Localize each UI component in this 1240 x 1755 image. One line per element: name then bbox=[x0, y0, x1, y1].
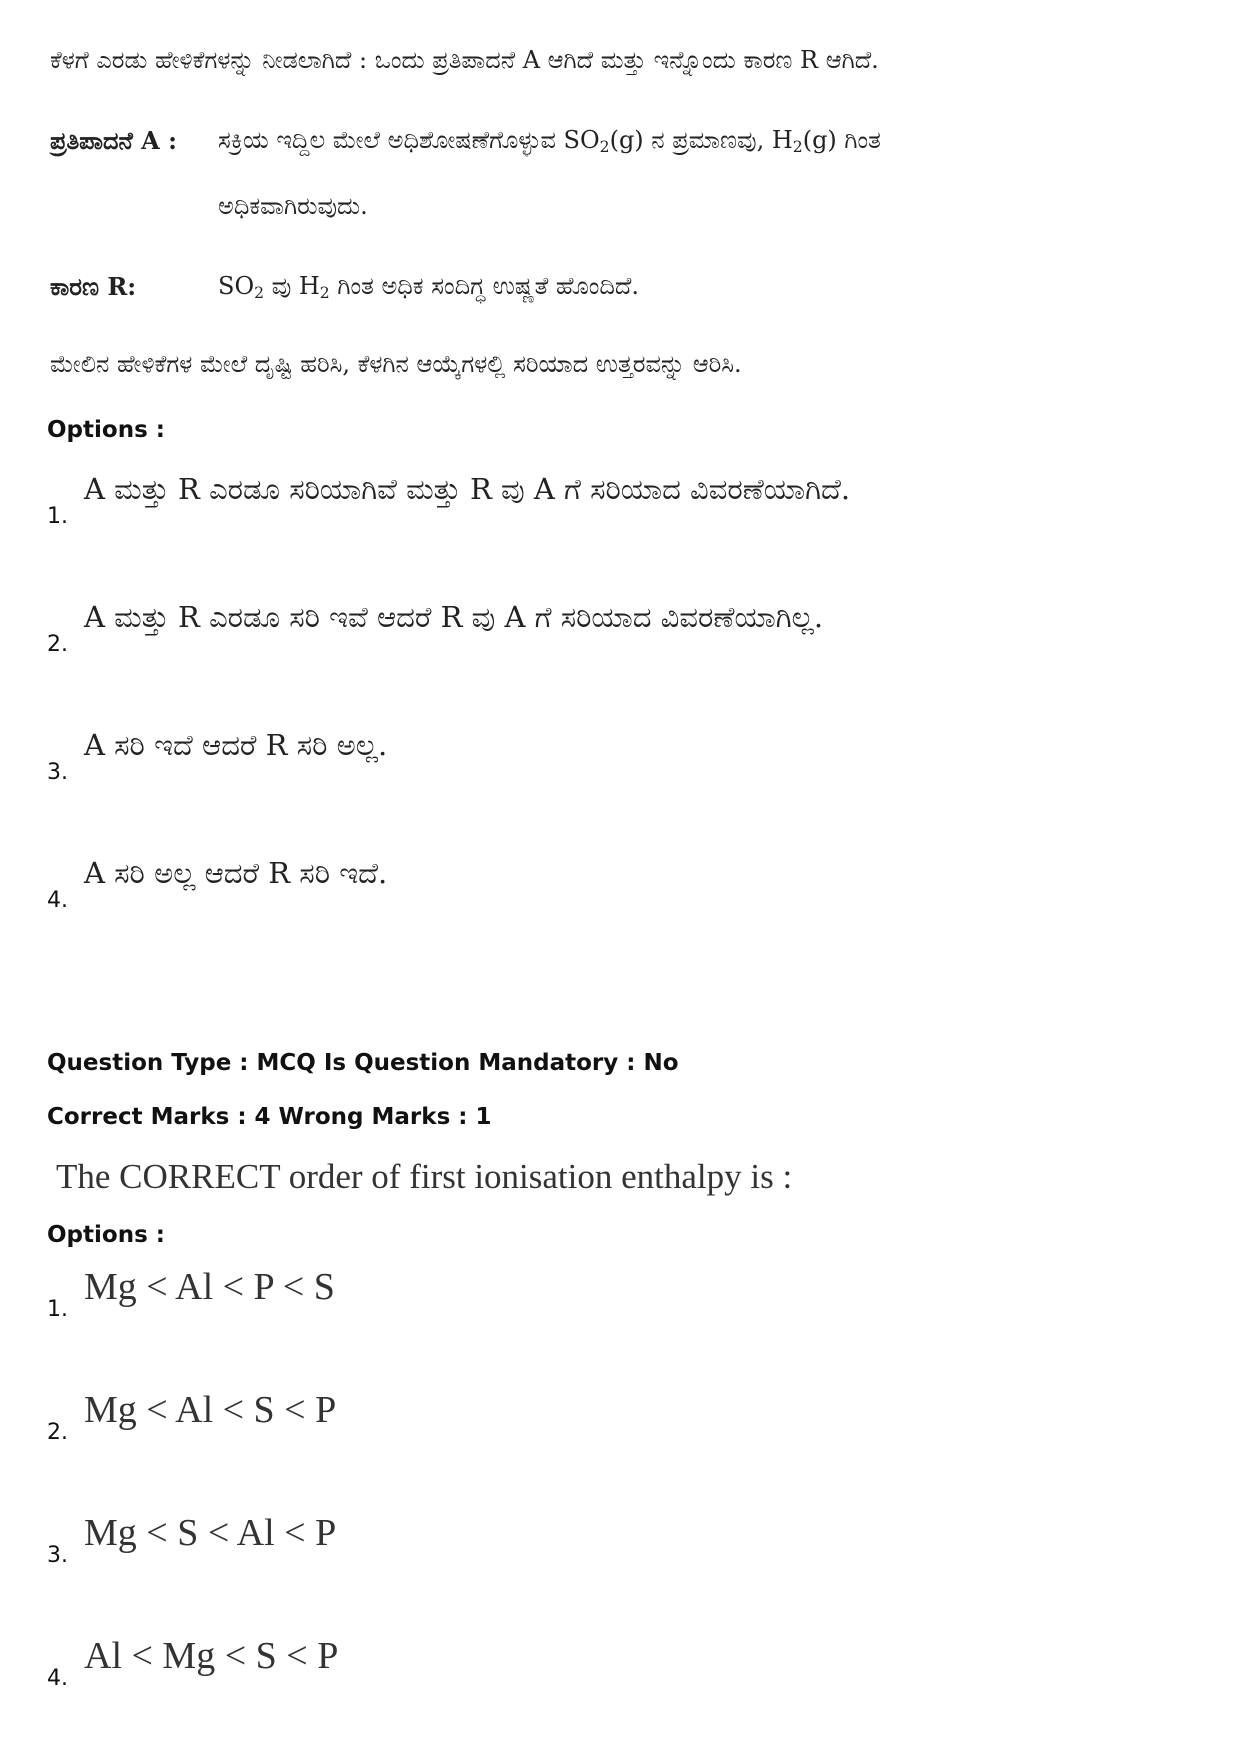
q2-question-text: The CORRECT order of first ionisation enthalpy is : bbox=[56, 1157, 793, 1196]
assertion-line-2: ಅಧಿಕವಾಗಿರುವುದು. bbox=[218, 192, 368, 220]
option-number: 3. bbox=[47, 760, 68, 785]
option-text: A ಮತ್ತು R ಎರಡೂ ಸರಿ ಇವೆ ಆದರೆ R ವು A ಗೆ ಸರಿಯಾದ ವಿವರಣೆಯಾಗಿಲ್ಲ. bbox=[84, 600, 824, 634]
q1-instruction: ಮೇಲಿನ ಹೇಳಿಕೆಗಳ ಮೇಲೆ ದೃಷ್ಟಿ ಹರಿಸಿ, ಕೆಳಗಿನ ಆಯ್ಕೆಗಳಲ್ಲಿ ಸರಿಯಾದ ಉತ್ತರವನ್ನು ಆರಿಸಿ. bbox=[50, 350, 742, 378]
question-type-line: Question Type : MCQ Is Question Mandatory : No bbox=[47, 1050, 679, 1076]
assertion-label: ಪ್ರತಿಪಾದನೆ A : bbox=[50, 126, 178, 155]
option-number: 3. bbox=[47, 1543, 68, 1568]
q1-options-label: Options : bbox=[47, 417, 165, 443]
option-number: 1. bbox=[47, 504, 68, 529]
option-number: 1. bbox=[47, 1297, 68, 1322]
option-text: A ಮತ್ತು R ಎರಡೂ ಸರಿಯಾಗಿವೆ ಮತ್ತು R ವು A ಗೆ ಸರಿಯಾದ ವಿವರಣೆಯಾಗಿದೆ. bbox=[84, 472, 851, 506]
option-number: 2. bbox=[47, 1420, 68, 1445]
option-text: A ಸರಿ ಇದೆ ಆದರೆ R ಸರಿ ಅಲ್ಲ. bbox=[84, 728, 388, 762]
option-text: Al < Mg < S < P bbox=[84, 1635, 339, 1677]
option-text: Mg < Al < P < S bbox=[84, 1266, 335, 1308]
marks-line: Correct Marks : 4 Wrong Marks : 1 bbox=[47, 1104, 492, 1130]
option-number: 2. bbox=[47, 632, 68, 657]
option-number: 4. bbox=[47, 888, 68, 913]
option-text: A ಸರಿ ಅಲ್ಲ ಆದರೆ R ಸರಿ ಇದೆ. bbox=[84, 856, 388, 890]
q2-options-label: Options : bbox=[47, 1222, 165, 1248]
option-number: 4. bbox=[47, 1666, 68, 1691]
reason-label: ಕಾರಣ R: bbox=[50, 272, 137, 301]
reason-text: $SO_2$ ವು $H_2$ ಗಿಂತ ಅಧಿಕ ಸಂದಿಗ್ಧ ಉಷ್ಣತೆ ಹೊಂದಿದೆ. bbox=[218, 272, 640, 302]
q1-intro: ಕೆಳಗೆ ಎರಡು ಹೇಳಿಕೆಗಳನ್ನು ನೀಡಲಾಗಿದೆ : ಒಂದು ಪ್ರತಿಪಾದನೆ A ಆಗಿದೆ ಮತ್ತು ಇನ್ನೊಂದು ಕಾರಣ R ಆಗಿದೆ. bbox=[50, 46, 879, 74]
option-text: Mg < S < Al < P bbox=[84, 1512, 337, 1554]
option-text: Mg < Al < S < P bbox=[84, 1389, 337, 1431]
assertion-line-1: ಸಕ್ರಿಯ ಇದ್ದಿಲ ಮೇಲೆ ಅಧಿಶೋಷಣೆಗೊಳ್ಳುವ $SO_2(g)$ ನ ಪ್ರಮಾಣವು, $H_2(g)$ ಗಿಂತ bbox=[218, 126, 881, 156]
